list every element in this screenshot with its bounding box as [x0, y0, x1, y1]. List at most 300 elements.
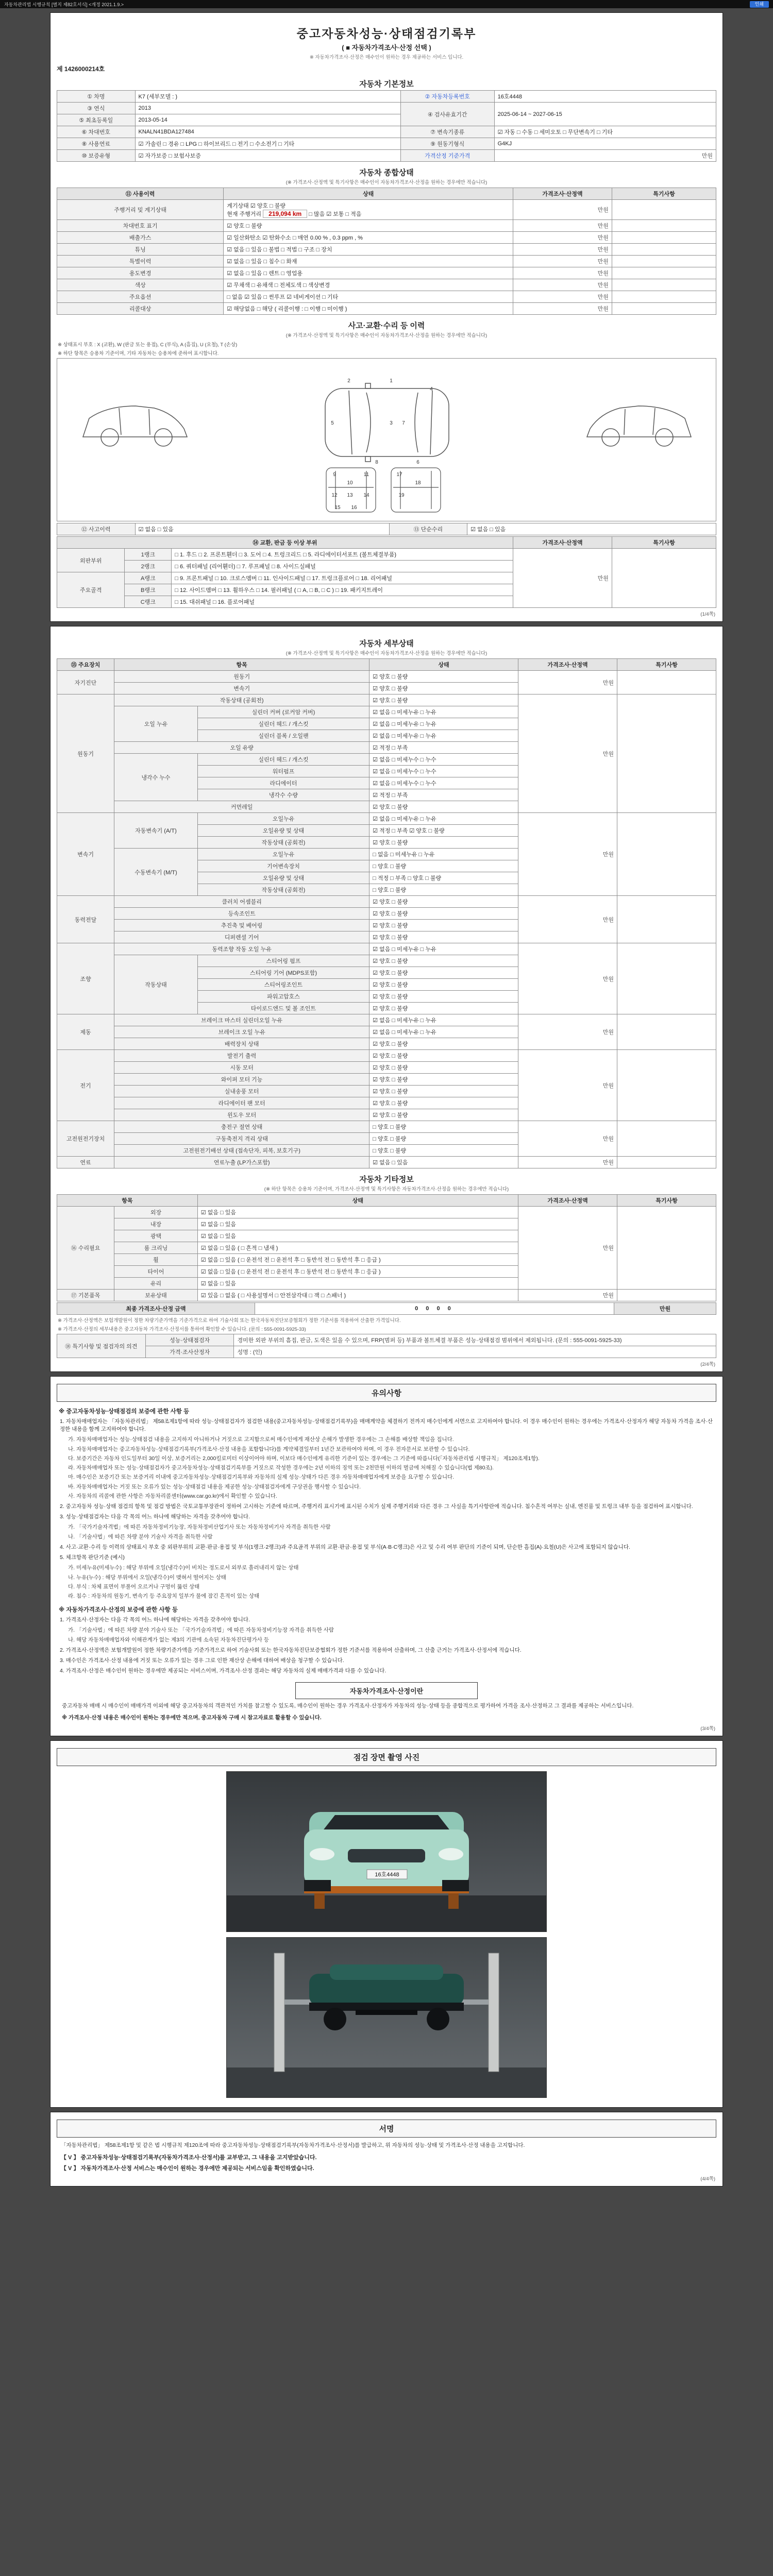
table-cell: 가격조사·산정액: [518, 1195, 617, 1207]
table-cell: [617, 813, 716, 896]
checkbox-group[interactable]: ☑ 양호 □ 불량: [369, 801, 518, 813]
checkbox-group[interactable]: ☑ 없음 □ 있음 □ 침수 □ 화재: [224, 256, 513, 267]
checkbox-group[interactable]: □ 양호 □ 불량: [369, 884, 518, 896]
checkbox-group[interactable]: ☑ 없음 □ 미세누수 □ 누수: [369, 777, 518, 789]
table-cell: 특기사항: [617, 659, 716, 671]
text-segment: 현재 주행거리: [227, 211, 263, 217]
table-cell: 상태: [369, 659, 518, 671]
table-cell: 원동기: [114, 671, 369, 683]
table-cell: 스티어링 펌프: [197, 955, 369, 967]
table-cell: [617, 1157, 716, 1168]
checkbox-group[interactable]: ☑ 양호 □ 불량: [369, 1086, 518, 1097]
mileage-state[interactable]: [224, 200, 513, 220]
car-diagram: [57, 359, 717, 518]
overall-state-table: [57, 188, 716, 315]
page-4: [50, 1740, 723, 2108]
checkbox-group[interactable]: □ 양호 □ 불량: [369, 1133, 518, 1145]
accident-code-note: ※ 상태표시 부호 : X (교환), W (판금 또는 용접), C (부식), A (흠집), U (요철), T (손상): [58, 342, 238, 348]
table-cell: 자동변속기 (A/T): [114, 813, 198, 849]
checkbox-group[interactable]: ☑ 양호 □ 불량: [369, 896, 518, 908]
table-cell: [612, 200, 716, 220]
table-cell: 특기사항: [617, 1195, 716, 1207]
notice-line: 마. 매수인은 보증기간 또는 보증거리 이내에 중고자동차성능·상태점검기록부와 자동차의 실제 성능·상태가 다른 경우 자동차매매업자에게 보증을 요구할 수 있습니다.: [68, 1474, 455, 1481]
table-cell: 등속조인트: [114, 908, 369, 920]
table-cell: ② 자동차등록번호: [400, 91, 494, 103]
table-cell: [617, 671, 716, 694]
checkbox-group[interactable]: ☑ 양호 □ 불량: [369, 955, 518, 967]
table-cell: 오일유량 및 상태: [197, 825, 369, 837]
table-cell: 워터펌프: [197, 766, 369, 777]
table-cell: 특별이력: [57, 256, 224, 267]
inspector-opinion: 경미한 외판 부위의 흠집, 판금, 도색은 있을 수 있으며, FRP(범퍼 등) 부품과 볼트체결 부품은 성능·상태점검 범위에서 제외됩니다. (문의 : 555-0091-5925-33): [234, 1334, 716, 1346]
document-subnote: ※ 자동차가격조사·산정은 매수인이 원하는 경우 제공하는 서비스 입니다.: [309, 55, 464, 60]
table-cell: [612, 549, 716, 608]
document-number: 제 1426000214호: [57, 65, 105, 73]
table-cell: 라디에이터 팬 모터: [114, 1097, 369, 1109]
detail-state-table: [57, 658, 716, 1168]
table-cell: [617, 896, 716, 943]
notice-line: 가. 미세누유(미세누수) : 해당 부위에 오일(냉각수)이 비치는 정도로서 외부로 흘러내리지 않는 상태: [68, 1565, 299, 1571]
notice-line: 2. 가격조사·산정액은 보험개발원이 정한 차량기준가액을 기준가격으로 하여 기술사회 또는 한국자동차진단보증협회가 정한 기준서를 적용하여 산출하며, 그 산출 근거는 가격조사·산정서에 적습니다.: [60, 1647, 522, 1653]
panel-number: 17: [396, 472, 402, 478]
table-cell: [612, 220, 716, 232]
checkbox-group[interactable]: ☑ 없음 □ 있음: [197, 1230, 518, 1242]
section-title-basic: 자동차 기본정보: [359, 80, 414, 89]
table-cell: 구동축전지 격리 상태: [114, 1133, 369, 1145]
table-cell: 만원: [513, 267, 612, 279]
checkbox-group[interactable]: ☑ 양호 □ 불량: [369, 671, 518, 683]
table-cell: 실린더 헤드 / 개스킷: [197, 718, 369, 730]
appraiser-name: 성명 : (인): [234, 1346, 716, 1358]
checkbox-group[interactable]: ☑ 양호 □ 불량: [369, 694, 518, 706]
checkbox-group[interactable]: ☑ 적정 □ 부족: [369, 789, 518, 801]
table-cell: 연료누출 (LP가스포함): [114, 1157, 369, 1168]
checkbox-group[interactable]: □ 양호 □ 불량: [369, 860, 518, 872]
checkbox-group[interactable]: □ 양호 □ 불량: [369, 1145, 518, 1157]
table-cell: 배력장치 상태: [114, 1038, 369, 1050]
panel-number: 3: [390, 420, 393, 426]
table-cell: ⑮ 주요장치: [57, 659, 114, 671]
final-price-note-2: ※ 가격조사·산정의 세부내용은 중고자동차 가격조사·산정서를 통하여 확인할 수 있습니다. (문의 : 555-0091-5925-33): [58, 1327, 306, 1332]
sign-paragraph: 「자동차관리법」 제58조제1항 및 같은 법 시행규칙 제120조에 따라 중고자동차성능·상태점검기록부(자동차가격조사·산정서)를 발급하고, 위 자동차의 성능·상태 및 가격조사·산정 내용을 고지합니다.: [61, 2142, 525, 2149]
section-title-etc: 자동차 기타정보: [359, 1175, 414, 1184]
page-mark-1: (1/4쪽): [700, 612, 715, 617]
checkbox-group[interactable]: ☑ 없음 □ 미세누유 □ 누유: [369, 718, 518, 730]
table-cell: 작동상태 (공회전): [197, 837, 369, 849]
checkbox-group[interactable]: ☑ 없음 □ 있음: [197, 1278, 518, 1290]
table-cell: 와이퍼 모터 기능: [114, 1074, 369, 1086]
table-cell: [617, 1121, 716, 1157]
checkbox-group[interactable]: ☑ 양호 □ 불량: [369, 1003, 518, 1014]
checkbox-group[interactable]: ☑ 없음 □ 미세누유 □ 누유: [369, 730, 518, 742]
car-top-view: [325, 383, 449, 462]
table-cell: 가격·조사산정자: [145, 1346, 234, 1358]
checkbox-group[interactable]: ☑ 없음 □ 미세누유 □ 누유: [369, 813, 518, 825]
checkbox-group[interactable]: ☑ 양호 □ 불량: [369, 931, 518, 943]
sign-check-2[interactable]: 【 V 】 자동차가격조사·산정 서비스는 매수인이 원하는 경우에만 제공되는 서비스임을 확인하였습니다.: [61, 2165, 314, 2172]
checkbox-group[interactable]: □ 1. 후드 □ 2. 프론트휀더 □ 3. 도어 □ 4. 트렁크리드 □ 5. 라디에이터서포트 (볼트체결부품): [172, 549, 513, 561]
document-subtitle: ( ■ 자동차가격조사·산정 선택 ): [342, 44, 431, 52]
notice-line: 3. 성능·상태점검자는 다음 각 목의 어느 하나에 해당하는 자격을 갖추어야 합니다.: [60, 1514, 250, 1520]
table-cell: 충전구 절연 상태: [114, 1121, 369, 1133]
final-price-value: 0 0 0 0: [255, 1303, 614, 1315]
odometer-value: 219,094 km: [263, 210, 307, 218]
table-cell: 만원: [614, 1303, 716, 1315]
page-mark-3: (3/4쪽): [700, 1726, 715, 1732]
table-cell: 만원: [494, 150, 716, 162]
table-cell: 제동: [57, 1014, 114, 1050]
table-cell: [617, 1290, 716, 1301]
checkbox-group[interactable]: ☑ 양호 □ 불량: [369, 979, 518, 991]
transmission-type[interactable]: ☑ 자동 □ 수동 □ 세미오토 □ 무단변속기 □ 기타: [494, 126, 716, 138]
table-cell: 타이로드엔드 및 볼 조인트: [197, 1003, 369, 1014]
checkbox-group[interactable]: ☑ 양호 □ 불량: [369, 920, 518, 931]
panel-number: 4: [430, 386, 433, 392]
table-cell: 기어변속장치: [197, 860, 369, 872]
accident-history-table: [57, 523, 716, 535]
notice-line: 가. 자동차매매업자는 성능·상태점검 내용을 고지하지 아니하거나 거짓으로 고지함으로써 매수인에게 재산상 손해가 발생한 경우에는 그 손해를 배상할 책임을 집니다.: [68, 1436, 454, 1443]
checkbox-group[interactable]: ☑ 없음 □ 있음: [197, 1218, 518, 1230]
table-cell: 추진축 및 베어링: [114, 920, 369, 931]
price-box-title: 자동차가격조사·산정이란: [295, 1682, 478, 1699]
table-cell: [612, 232, 716, 244]
table-cell: 2랭크: [125, 561, 172, 572]
table-cell: ⑥ 차대번호: [57, 126, 136, 138]
checkbox-group[interactable]: □ 6. 쿼터패널 (리어휀더) □ 7. 루프패널 □ 8. 사이드실패널: [172, 561, 513, 572]
final-price-table: [57, 1302, 716, 1315]
table-cell: [612, 279, 716, 291]
reg-no-value: 16호4448: [494, 91, 716, 103]
table-cell: ④ 검사유효기간: [400, 103, 494, 126]
table-cell: ⑧ 사용연료: [57, 138, 136, 150]
table-cell: 동력전달: [57, 896, 114, 943]
table-cell: 디퍼렌셜 기어: [114, 931, 369, 943]
table-cell: ⑭ 교환, 판금 등 이상 부위: [57, 537, 513, 549]
table-cell: 시동 모터: [114, 1062, 369, 1074]
form-reference: 자동차관리법 시행규칙 [별지 제82호서식] <개정 2021.1.9.>: [4, 2, 124, 7]
panel-number: 19: [398, 493, 405, 498]
notice-line: 바. 자동차매매업자는 거짓 또는 오류가 있는 성능·상태점검 내용을 제공한 성능·상태점검자에게 구상권을 행사할 수 있습니다.: [68, 1483, 361, 1490]
table-cell: 광택: [114, 1230, 198, 1242]
checkbox-group[interactable]: ☑ 없음 □ 있음: [369, 1157, 518, 1168]
checkbox-group[interactable]: □ 9. 프론트패널 □ 10. 크로스멤버 □ 11. 인사이드패널 □ 17. 트렁크플로어 □ 18. 리어패널: [172, 572, 513, 584]
table-cell: 최종 가격조사·산정 금액: [57, 1303, 255, 1315]
table-cell: ⑩ 보증유형: [57, 150, 136, 162]
table-cell: 만원: [518, 813, 617, 896]
checkbox-group[interactable]: ☑ 없음 □ 미세누수 □ 누수: [369, 754, 518, 766]
panel-number: 9: [333, 472, 336, 478]
price-box-tail: ※ 가격조사·산정 내용은 매수인이 원하는 경우에만 적으며, 중고자동차 구매 시 참고자료로 활용할 수 있습니다.: [62, 1715, 322, 1721]
table-cell: 가격산정 기준가격: [400, 150, 494, 162]
table-cell: ⑨ 원동기형식: [400, 138, 494, 150]
checkbox-group[interactable]: ☑ 없음 □ 있음 ( □ 운전석 전 □ 운전석 후 □ 동반석 전 □ 동반석 후 □ 응급 ): [197, 1254, 518, 1266]
table-cell: ① 차명: [57, 91, 136, 103]
table-cell: 1랭크: [125, 549, 172, 561]
notice-line: ※ 자동차가격조사·산정의 보증에 관한 사항 등: [59, 1607, 178, 1614]
checkbox-group[interactable]: ☑ 없음 □ 있음 ( □ 흔적 □ 냄새 ): [197, 1242, 518, 1254]
notice-line: 나. 「기술사법」에 따른 차량 분야 기술사 자격을 취득한 사람: [68, 1533, 213, 1540]
table-cell: 오일누유: [197, 813, 369, 825]
checkbox-group[interactable]: ☑ 있음 □ 없음 ( □ 사용설명서 □ 안전삼각대 □ 잭 □ 스패너 ): [197, 1290, 518, 1301]
table-cell: 브레이크 마스터 실린더오일 누유: [114, 1014, 369, 1026]
table-cell: 라디에이터: [197, 777, 369, 789]
table-cell: 만원: [513, 291, 612, 303]
table-cell: 변속기: [57, 813, 114, 896]
checkbox-group[interactable]: □ 15. 대쉬패널 □ 16. 플로어패널: [172, 596, 513, 608]
table-cell: 룸 크리닝: [114, 1242, 198, 1254]
checkbox-group[interactable]: ☑ 없음 □ 있음 □ 렌트 □ 영업용: [224, 267, 513, 279]
table-cell: 조향: [57, 943, 114, 1014]
section-note-accident: (※ 가격조사·산정액 및 특기사항은 매수인이 자동차가격조사·산정을 원하는 경우에만 적습니다): [285, 333, 488, 338]
table-cell: 만원: [518, 943, 617, 1014]
table-cell: 주요옵션: [57, 291, 224, 303]
notice-line: 라. 침수 : 자동차의 원동기, 변속기 등 주요장치 일부가 물에 잠긴 흔적이 있는 상태: [68, 1592, 260, 1599]
document-title: 중고자동차성능·상태점검기록부: [296, 27, 477, 40]
notice-line: 5. 체크항목 판단기준 (예시): [60, 1554, 125, 1561]
table-cell: 작동상태 (공회전): [197, 884, 369, 896]
section-title-overall: 자동차 종합상태: [359, 168, 414, 177]
checkbox-group[interactable]: ☑ 없음 □ 있음: [197, 1207, 518, 1218]
table-cell: 작동상태 (공회전): [114, 694, 369, 706]
table-cell: 작동상태: [114, 955, 198, 1014]
table-cell: ⑦ 변속기종류: [400, 126, 494, 138]
table-cell: [612, 303, 716, 315]
panel-rank-table: [57, 536, 716, 608]
table-cell: 특기사항: [612, 188, 716, 200]
notice-line: 가. 「국가기술자격법」에 따른 자동차정비기능장, 자동차정비산업기사 또는 자동차정비기사 자격을 취득한 사람: [68, 1524, 331, 1531]
table-cell: 색상: [57, 279, 224, 291]
checkbox-group[interactable]: ☑ 없음 □ 미세누유 □ 누유: [369, 1026, 518, 1038]
panel-number: 11: [363, 472, 369, 478]
table-cell: A랭크: [125, 572, 172, 584]
table-cell: 냉각수 수량: [197, 789, 369, 801]
table-cell: 클러치 어셈블리: [114, 896, 369, 908]
table-cell: 타이어: [114, 1266, 198, 1278]
checkbox-group[interactable]: ☑ 해당없음 □ 해당 ( 리콜이행 : □ 이행 □ 미이행 ): [224, 303, 513, 315]
table-cell: 외장: [114, 1207, 198, 1218]
sign-check-1[interactable]: 【 V 】 중고자동차성능·상태점검기록부(자동차가격조사·산정서)를 교부받고, 그 내용을 고지받았습니다.: [61, 2154, 317, 2161]
checkbox-group[interactable]: ☑ 양호 □ 불량: [369, 683, 518, 694]
checkbox-group[interactable]: ☑ 양호 □ 불량: [369, 1074, 518, 1086]
page-2: [50, 626, 723, 1372]
fuel-type[interactable]: ☑ 가솔린 □ 경유 □ LPG □ 하이브리드 □ 전기 □ 수소전기 □ 기타: [135, 138, 400, 150]
table-cell: ⑤ 최초등록일: [57, 114, 136, 126]
panel-number: 14: [363, 493, 369, 498]
table-cell: 스티어링 기어 (MDPS포함): [197, 967, 369, 979]
table-cell: 차대번호 표기: [57, 220, 224, 232]
table-cell: ⑬ 단순수리: [389, 523, 467, 535]
text-segment: 계기상태 ☑ 양호 □ 불량: [227, 203, 286, 209]
notice-line: 다. 보증기간은 자동차 인도일부터 30일 이상, 보증거리는 2,000킬로미터 이상이어야 하며, 이보다 매수인에게 유리한 기준이 있는 경우에는 그 기준에 따릅니다(「자동차관리법 시행규칙」 제120조제1항).: [68, 1455, 540, 1462]
table-cell: 만원: [513, 200, 612, 220]
model-value: K7 (세부모델 : ): [135, 91, 400, 103]
section-title-accident: 사고·교환·수리 등 이력: [348, 321, 425, 330]
table-cell: ⑪ 사용이력: [57, 188, 224, 200]
checkbox-group[interactable]: ☑ 적정 □ 부족 ☑ 양호 □ 불량: [369, 825, 518, 837]
table-cell: 변속기: [114, 683, 369, 694]
page-mark-4: (4/4쪽): [700, 2176, 715, 2182]
notice-line: 4. 사고·교환·수리 등 이력의 상태표시 부호 중 외판부위의 교환·판금·용접 및 부식(1랭크·2랭크)과 주요골격 부위의 교환·판금·용접 및 부식(A·B·C랭크)은 사고 및 수리 여부 판단의 기준이 되며, 단순한 흠집(A)·요철(U)은 사고에 포함되지 않습니다.: [60, 1544, 630, 1550]
notice-line: 4. 가격조사·산정은 매수인이 원하는 경우에만 제공되는 서비스이며, 가격조사·산정 결과는 해당 자동차의 실제 매매가격과 다를 수 있습니다.: [60, 1668, 386, 1674]
checkbox-group[interactable]: □ 없음 ☑ 있음 □ 썬루프 ☑ 네비게이션 □ 기타: [224, 291, 513, 303]
car-diagram-panel: [57, 358, 716, 521]
checkbox-group[interactable]: ☑ 없음 □ 있음 ( □ 운전석 전 □ 운전석 후 □ 동반석 전 □ 동반석 후 □ 응급 ): [197, 1266, 518, 1278]
table-cell: 만원: [513, 549, 612, 608]
table-cell: 만원: [513, 244, 612, 256]
text-segment: □ 많음 ☑ 보통 □ 적음: [307, 211, 362, 217]
checkbox-group[interactable]: ☑ 양호 □ 불량: [369, 1097, 518, 1109]
table-cell: 유리: [114, 1278, 198, 1290]
checkbox-group[interactable]: ☑ 없음 □ 미세누유 □ 누유: [369, 706, 518, 718]
notice-line: 다. 부식 : 차체 표면이 부풀어 오르거나 구멍이 뚫린 상태: [68, 1583, 200, 1590]
checkbox-group[interactable]: ☑ 무채색 □ 유채색 □ 전체도색 □ 색상변경: [224, 279, 513, 291]
table-cell: 내장: [114, 1218, 198, 1230]
table-cell: 오일누유: [197, 849, 369, 860]
table-cell: 만원: [518, 1157, 617, 1168]
table-cell: 실내송풍 모터: [114, 1086, 369, 1097]
table-cell: 파워고압호스: [197, 991, 369, 1003]
checkbox-group[interactable]: ☑ 적정 □ 부족: [369, 742, 518, 754]
table-cell: 만원: [518, 1207, 617, 1290]
table-cell: 주행거리 및 계기상태: [57, 200, 224, 220]
checkbox-group[interactable]: □ 적정 □ 부족 □ 양호 □ 불량: [369, 872, 518, 884]
page-5: [50, 2112, 723, 2187]
checkbox-group[interactable]: ☑ 양호 □ 불량: [369, 1062, 518, 1074]
checkbox-group[interactable]: □ 12. 사이드멤버 □ 13. 휠하우스 □ 14. 필러패널 ( □ A, □ B, □ C ) □ 19. 패키지트레이: [172, 584, 513, 596]
vin-value: KNALN41BDA127484: [135, 126, 400, 138]
notice-line: 나. 자동차매매업자는 중고자동차성능·상태점검기록부(가격조사·산정 내용을 포함합니다)를 계약체결일부터 1년간 보관하여야 하며, 이 경우 전자문서로 보관할 수 있습니다.: [68, 1446, 470, 1452]
checkbox-group[interactable]: ☑ 양호 □ 불량: [369, 967, 518, 979]
section-note-detail: (※ 가격조사·산정액 및 특기사항은 매수인이 자동차가격조사·산정을 원하는 경우에만 적습니다): [285, 651, 488, 656]
checkbox-group[interactable]: ☑ 양호 □ 불량: [369, 991, 518, 1003]
table-cell: 스티어링조인트: [197, 979, 369, 991]
inspection-photo-front: [226, 1771, 547, 1932]
table-cell: 외판부위: [57, 549, 125, 572]
table-cell: 냉각수 누수: [114, 754, 198, 801]
table-cell: 휠: [114, 1254, 198, 1266]
table-cell: 브레이크 오일 누유: [114, 1026, 369, 1038]
panel-number: 18: [415, 480, 421, 486]
table-cell: 오일유량 및 상태: [197, 872, 369, 884]
accident-basis-note: ※ 하단 항목은 승용차 기준이며, 기타 자동차는 승용차에 준하여 표시합니다.: [58, 351, 219, 357]
checkbox-group[interactable]: □ 양호 □ 불량: [369, 1121, 518, 1133]
checkbox-group[interactable]: ☑ 없음 □ 있음 □ 불법 □ 적법 □ 구조 □ 장치: [224, 244, 513, 256]
checkbox-group[interactable]: ☑ 양호 □ 불량: [369, 1109, 518, 1121]
checkbox-group[interactable]: □ 없음 □ 미세누유 □ 누유: [369, 849, 518, 860]
table-cell: 만원: [513, 279, 612, 291]
table-cell: [612, 256, 716, 267]
table-cell: 만원: [518, 1050, 617, 1121]
page-mark-2: (2/4쪽): [700, 1362, 715, 1367]
table-cell: [612, 267, 716, 279]
checkbox-group[interactable]: ☑ 양호 □ 불량: [369, 1038, 518, 1050]
table-cell: 만원: [513, 220, 612, 232]
checkbox-group[interactable]: ☑ 양호 □ 불량: [369, 908, 518, 920]
table-cell: 용도변경: [57, 267, 224, 279]
panel-number: 16: [351, 505, 357, 511]
table-cell: [612, 244, 716, 256]
notice-line: 라. 자동차매매업자 또는 성능·상태점검자가 중고자동차성능·상태점검기록부를 거짓으로 작성한 경우에는 2년 이하의 징역 또는 2천만원 이하의 벌금에 처해질 수 있습니다(법 제80조).: [68, 1465, 494, 1471]
panel-number: 12: [331, 493, 338, 498]
table-cell: 수동변속기 (M/T): [114, 849, 198, 896]
table-cell: B랭크: [125, 584, 172, 596]
notice-line: 나. 누유(누수) : 해당 부위에서 오일(냉각수)이 맺혀서 떨어지는 상태: [68, 1574, 226, 1581]
basic-info-table: [57, 90, 716, 162]
accident-history[interactable]: ☑ 없음 □ 있음: [135, 523, 389, 535]
warranty-type[interactable]: ☑ 자가보증 □ 보험사보증: [135, 150, 400, 162]
table-cell: 리콜대상: [57, 303, 224, 315]
section-note-overall: (※ 가격조사·산정액 및 특기사항은 매수인이 자동차가격조사·산정을 원하는 경우에만 적습니다): [285, 180, 488, 185]
table-cell: ⑱ 특기사항 및 점검자의 의견: [57, 1334, 146, 1358]
section-title-sign: 서명: [57, 2120, 716, 2138]
checkbox-group[interactable]: ☑ 양호 □ 불량: [224, 220, 513, 232]
license-plate: 16호4448: [375, 1872, 399, 1878]
panel-number: 8: [375, 460, 378, 465]
table-cell: 만원: [518, 1290, 617, 1301]
panel-number: 5: [331, 420, 334, 426]
table-cell: 오일 누유: [114, 706, 198, 742]
notice-line: 2. 중고자동차 성능·상태 점검의 항목 및 점검 방법은 국토교통부장관이 정하여 고시하는 기준에 따르며, 주행거리 표시기에 표시된 수치가 실제 주행거리와 다른 경우 그 사실을 특기사항란에 적습니다. 침수흔적 여부는 실내, 엔진룸 및 트렁크 내부 등을 점검하여 표시합니다.: [60, 1503, 693, 1510]
table-cell: [617, 1014, 716, 1050]
first-reg-date-value: 2013-05-14: [135, 114, 400, 126]
inspection-period-value: 2025-06-14 ~ 2027-06-15: [494, 103, 716, 126]
table-cell: 가격조사·산정액: [513, 537, 612, 549]
table-cell: 동력조향 작동 오일 누유: [114, 943, 369, 955]
simple-repair[interactable]: ☑ 없음 □ 있음: [467, 523, 716, 535]
table-cell: 만원: [513, 232, 612, 244]
emission-state[interactable]: ☑ 일산화탄소 ☑ 탄화수소 □ 매연 0.00 % , 0.3 ppm , %: [224, 232, 513, 244]
table-cell: 가격조사·산정액: [518, 659, 617, 671]
car-side-view-left: [83, 406, 187, 446]
table-cell: [617, 1050, 716, 1121]
section-note-etc: (※ 하단 항목은 승용차 기준이며, 가격조사·산정액 및 특기사항은 자동차가격조사·산정을 원하는 경우에만 적습니다): [264, 1187, 509, 1192]
inspection-photo-lift: [226, 1937, 547, 2098]
etc-info-table: [57, 1194, 716, 1301]
table-cell: 항목: [57, 1195, 198, 1207]
panel-number: 13: [347, 493, 353, 498]
table-cell: 만원: [518, 694, 617, 813]
table-cell: 만원: [513, 256, 612, 267]
opinion-table: [57, 1334, 716, 1358]
table-cell: 실린더 헤드 / 개스킷: [197, 754, 369, 766]
table-cell: [617, 1207, 716, 1290]
checkbox-group[interactable]: ☑ 없음 □ 미세누수 □ 누수: [369, 766, 518, 777]
table-cell: ⑫ 사고이력: [57, 523, 136, 535]
table-cell: 주요골격: [57, 572, 125, 608]
table-cell: 만원: [513, 303, 612, 315]
checkbox-group[interactable]: ☑ 양호 □ 불량: [369, 1050, 518, 1062]
checkbox-group[interactable]: ☑ 없음 □ 미세누유 □ 누유: [369, 943, 518, 955]
table-cell: 고전원전기배선 상태 (접속단자, 피복, 보호기구): [114, 1145, 369, 1157]
page-3: [50, 1376, 723, 1736]
table-cell: 윈도우 모터: [114, 1109, 369, 1121]
panel-number: 7: [402, 420, 405, 426]
table-cell: 전기: [57, 1050, 114, 1121]
checkbox-group[interactable]: ☑ 양호 □ 불량: [369, 837, 518, 849]
table-cell: 오일 유량: [114, 742, 369, 754]
checkbox-group[interactable]: ☑ 없음 □ 미세누유 □ 누유: [369, 1014, 518, 1026]
notice-line: 사. 자동차의 리콜에 관한 사항은 자동차리콜센터(www.car.go.kr)에서 확인할 수 있습니다.: [68, 1493, 277, 1499]
table-cell: ⑯ 수리필요: [57, 1207, 114, 1290]
table-cell: 커먼레일: [114, 801, 369, 813]
table-cell: 가격조사·산정액: [513, 188, 612, 200]
table-cell: 만원: [518, 671, 617, 694]
panel-number: 6: [416, 460, 419, 465]
print-button[interactable]: 인쇄: [750, 1, 769, 8]
table-cell: 실린더 블록 / 오일팬: [197, 730, 369, 742]
panel-number: 15: [334, 505, 341, 511]
panel-number: 2: [347, 378, 350, 384]
